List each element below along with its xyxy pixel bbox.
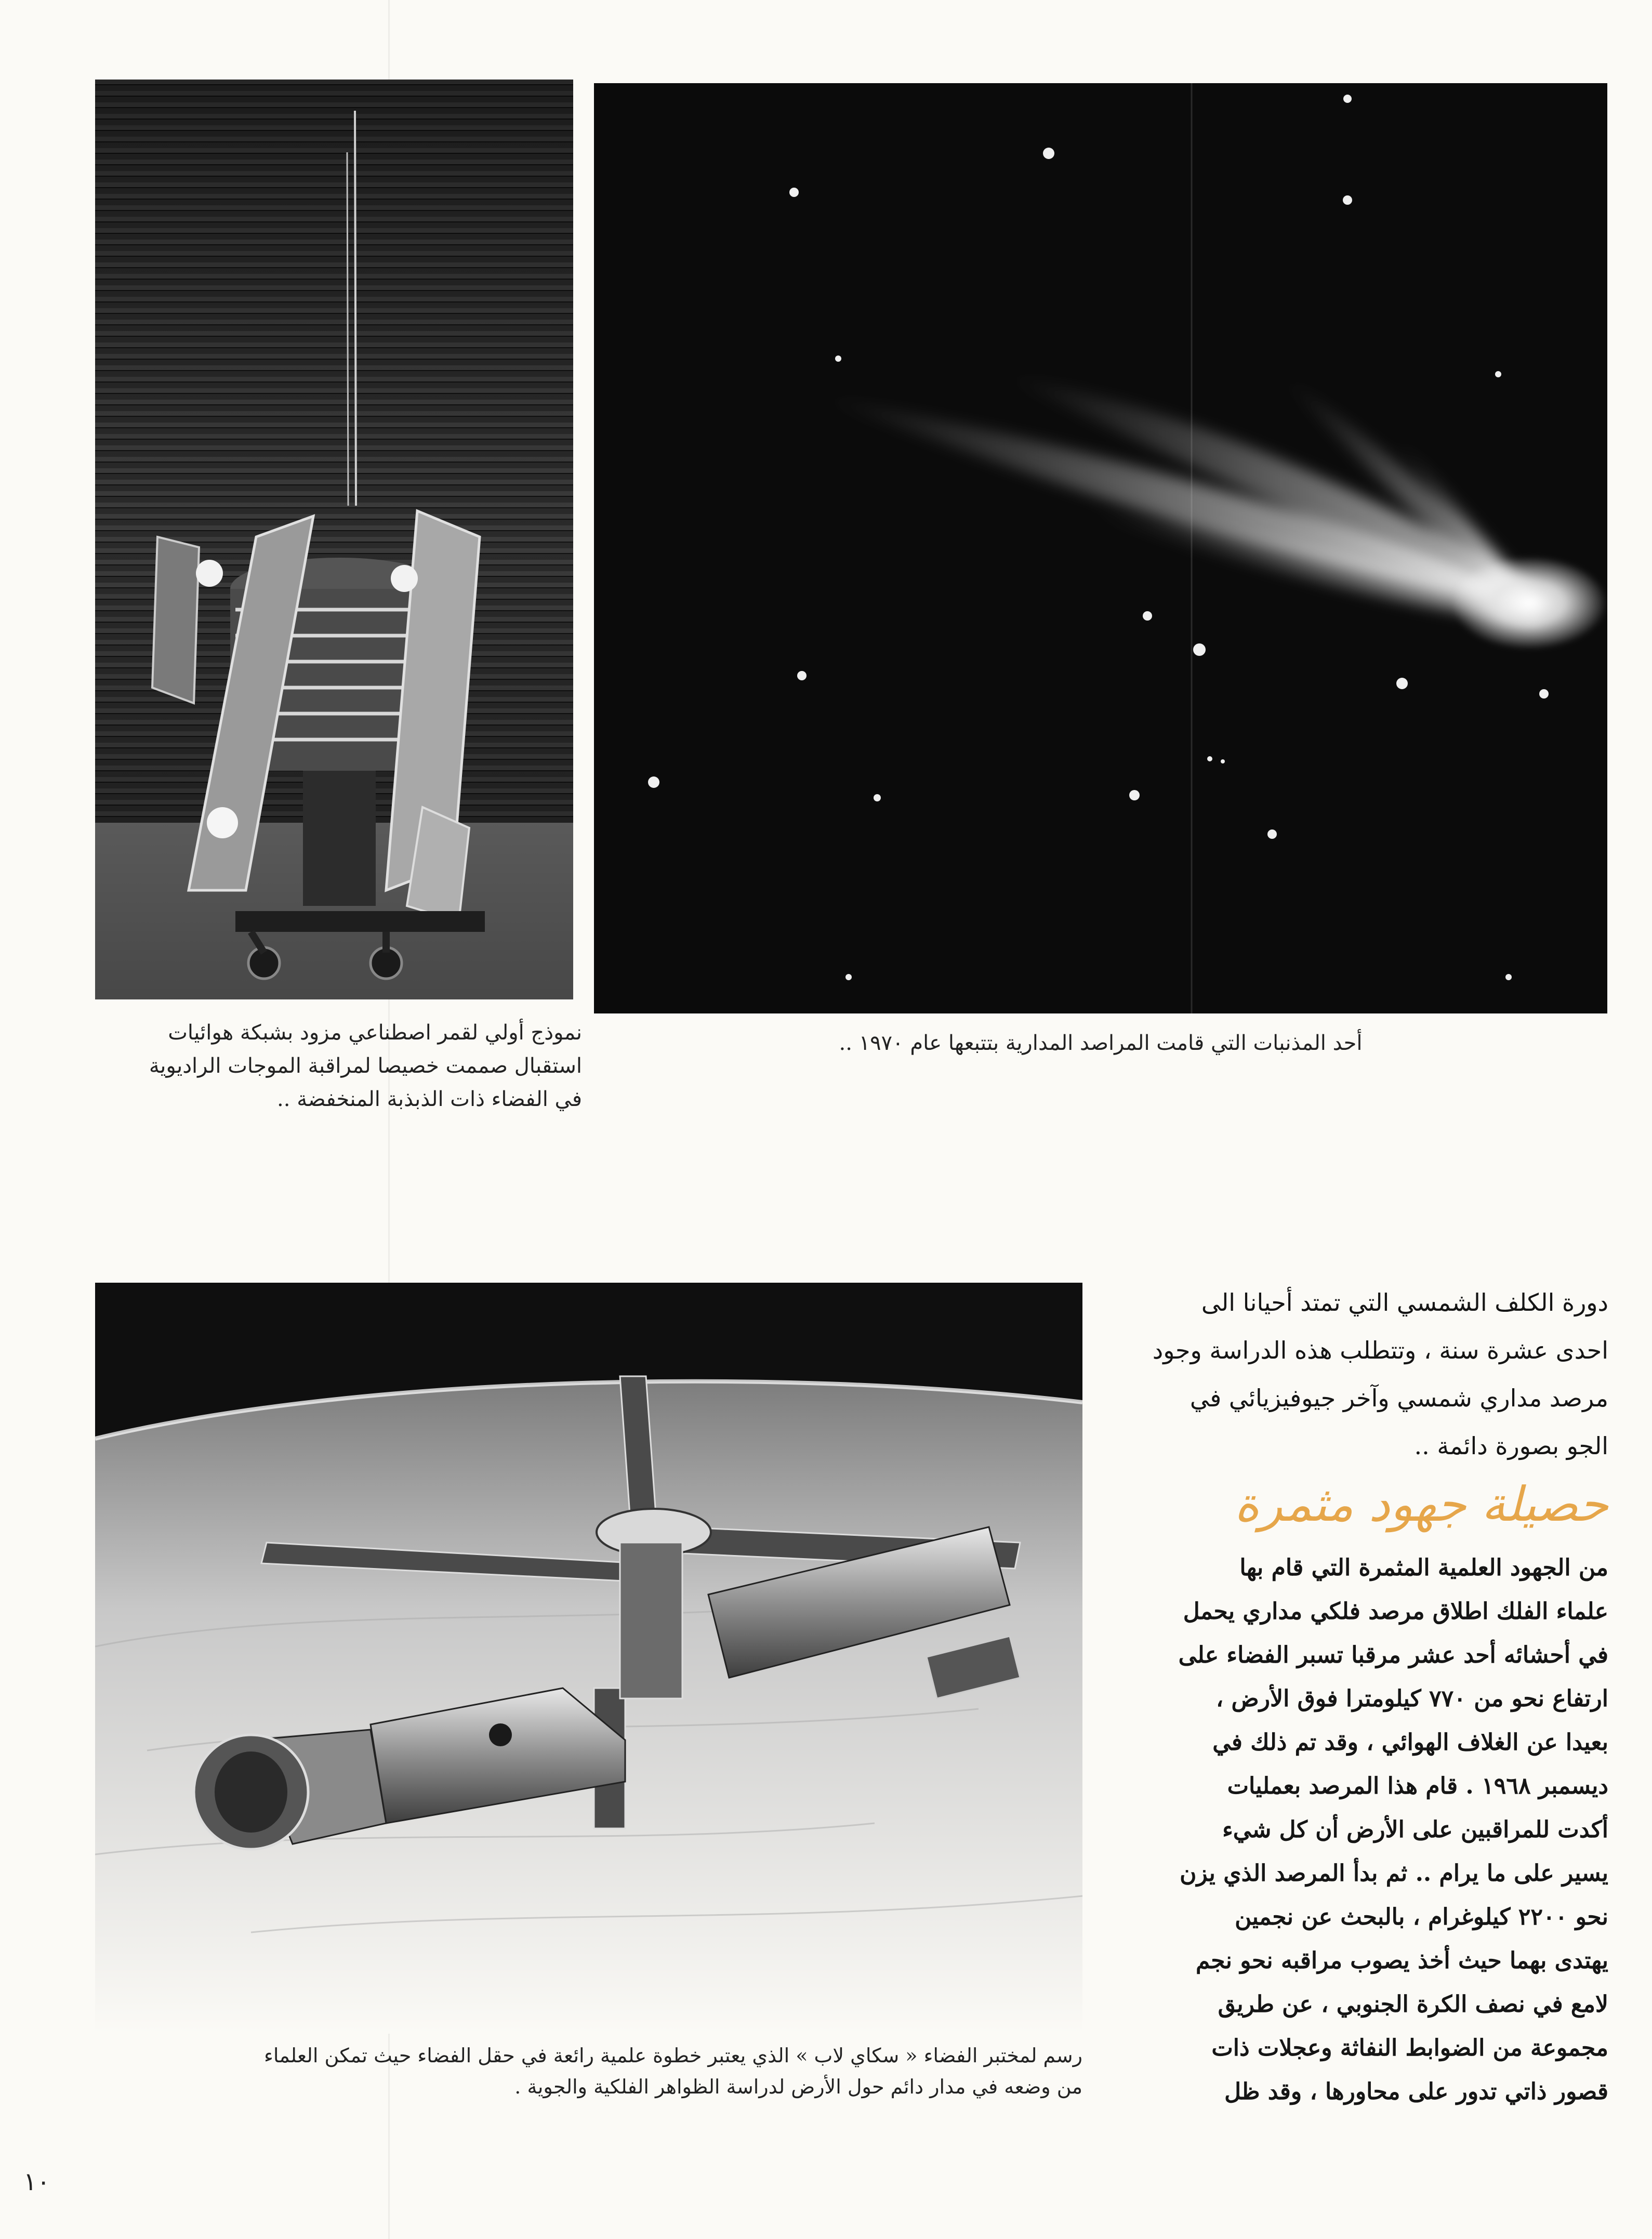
comet-caption: أحد المذنبات التي قامت المراصد المدارية بتتبعها عام ١٩٧٠ .. [839, 1031, 1363, 1055]
article-body [1109, 1546, 1608, 2114]
text-line: مجموعة من الضوابط النفاثة وعجلات ذات [1211, 2035, 1608, 2061]
text-line: احدى عشرة سنة ، وتتطلب هذه الدراسة وجود [1152, 1336, 1608, 1364]
caption-line: استقبال صممت خصيصا لمراقبة الموجات الراديوية [149, 1054, 582, 1078]
text-line: في أحشائه أحد عشر مرقبا تسبر الفضاء على [1178, 1642, 1608, 1668]
section-heading: حصيلة جهود مثمرة [1234, 1477, 1608, 1532]
caption-line: في الفضاء ذات الذبذبة المنخفضة .. [277, 1087, 582, 1111]
text-line: من الجهود العلمية المثمرة التي قام بها [1239, 1555, 1608, 1581]
skylab-caption [95, 2040, 1082, 2102]
caption-line: من وضعه في مدار دائم حول الأرض لدراسة الظواهر الفلكية والجوية . [514, 2075, 1082, 2098]
text-line: ديسمبر ١٩٦٨ . قام هذا المرصد بعمليات [1227, 1773, 1608, 1799]
text-line: لامع في نصف الكرة الجنوبي ، عن طريق [1218, 1991, 1608, 2018]
text-line: أكدت للمراقبين على الأرض أن كل شيء [1222, 1816, 1608, 1843]
text-line: مرصد مداري شمسي وآخر جيوفيزيائي في [1190, 1384, 1608, 1412]
satellite-photo [95, 80, 573, 999]
page-number: ١٠ [23, 2167, 50, 2196]
text-line: بعيدا عن الغلاف الهوائي ، وقد تم ذلك في [1212, 1729, 1608, 1756]
satellite-caption [83, 1016, 582, 1116]
text-line: علماء الفلك اطلاق مرصد فلكي مداري يحمل [1183, 1598, 1608, 1625]
skylab-illustration [95, 1283, 1082, 2034]
text-line: يهتدى بهما حيث أخذ يصوب مراقبه نحو نجم [1196, 1947, 1608, 1974]
text-line: دورة الكلف الشمسي التي تمتد أحيانا الى [1201, 1288, 1608, 1316]
text-line: قصور ذاتي تدور على محاورها ، وقد ظل [1224, 2078, 1608, 2105]
article-intro [1109, 1279, 1608, 1470]
text-line: الجو بصورة دائمة .. [1414, 1432, 1608, 1460]
text-line: ارتفاع نحو من ٧٧٠ كيلومترا فوق الأرض ، [1216, 1685, 1608, 1712]
comet-photo [594, 83, 1607, 1013]
text-line: يسير على ما يرام .. ثم بدأ المرصد الذي يزن [1180, 1860, 1608, 1887]
caption-line: نموذج أولي لقمر اصطناعي مزود بشبكة هوائيات [168, 1021, 582, 1045]
caption-line: رسم لمختبر الفضاء « سكاي لاب » الذي يعتبر خطوة علمية رائعة في حقل الفضاء حيث تمكن العلماء [263, 2044, 1082, 2067]
text-line: نحو ٢٢٠٠ كيلوغرام ، بالبحث عن نجمين [1235, 1904, 1608, 1930]
